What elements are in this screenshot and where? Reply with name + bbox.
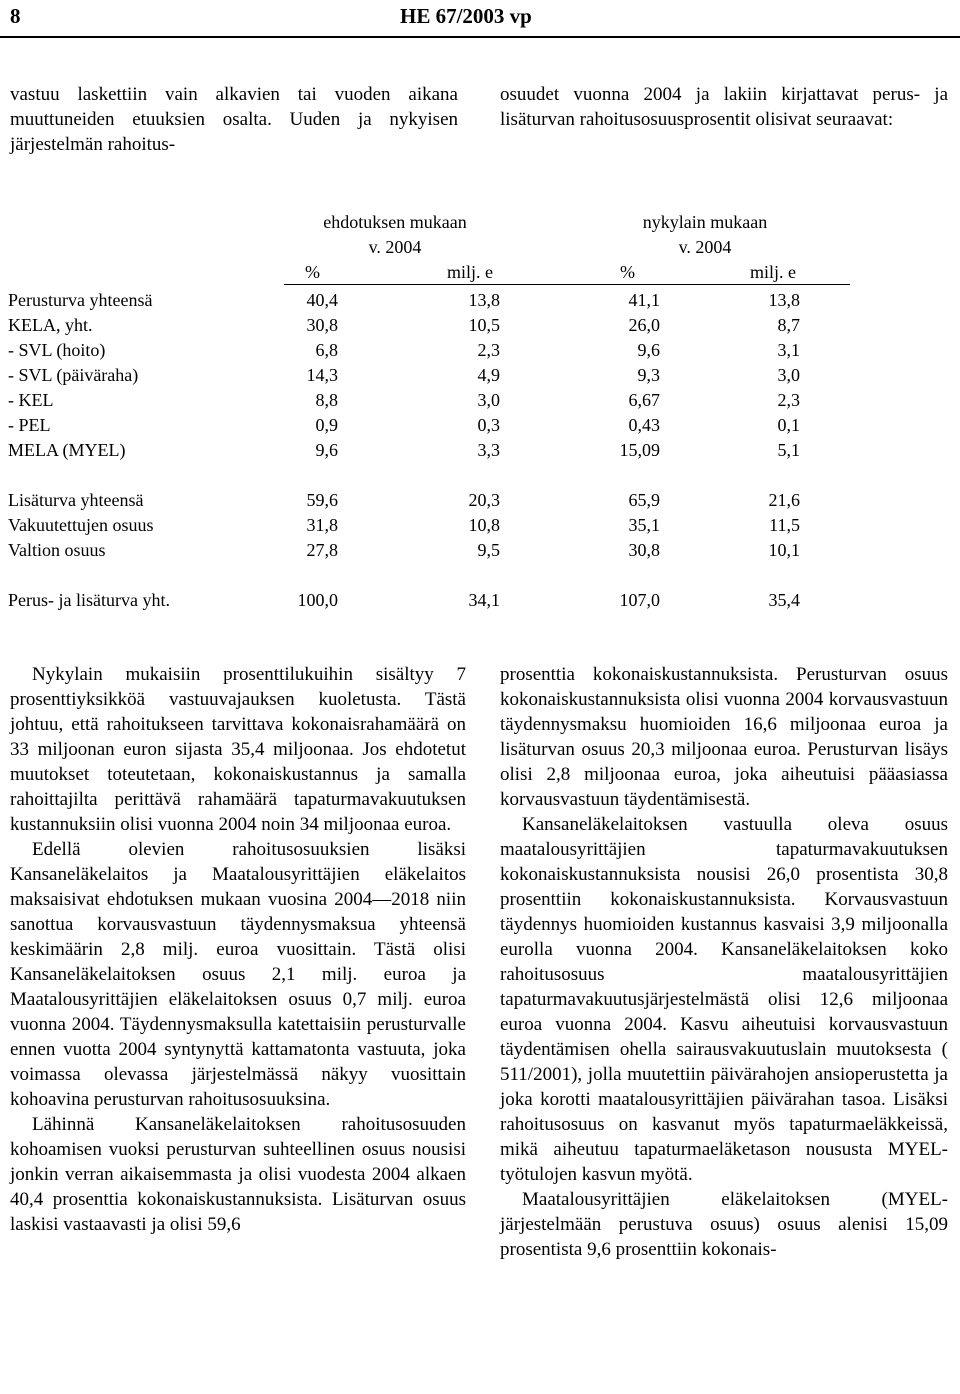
cell-proposal-millions: 3,0 (477, 390, 500, 410)
cell-current-percent: 6,67 (628, 390, 660, 410)
cell-current-percent: 35,1 (628, 515, 660, 535)
cell-proposal-millions: 2,3 (477, 340, 500, 360)
body-right-column (500, 662, 948, 1262)
cell-current-millions: 0,1 (777, 415, 800, 435)
cell-proposal-percent: 6,8 (315, 340, 338, 360)
table-row (0, 363, 960, 387)
cell-current-percent: 65,9 (628, 490, 660, 510)
cell-current-percent: 107,0 (619, 590, 660, 610)
cell-proposal-millions: 10,8 (468, 515, 500, 535)
group-year-current-law: v. 2004 (678, 237, 732, 257)
cell-proposal-percent: 40,4 (306, 290, 338, 310)
cell-current-millions: 2,3 (777, 390, 800, 410)
cell-proposal-percent: 100,0 (297, 590, 338, 610)
cell-proposal-millions: 20,3 (468, 490, 500, 510)
cell-current-percent: 30,8 (628, 540, 660, 560)
unit-header: milj. e (750, 262, 796, 282)
intro-left-text: vastuu laskettiin vain alkavien tai vuoden aikana muuttuneiden etuuksien osalta. Uuden ja nykyisen järjestelmän rahoitus- (10, 84, 458, 155)
unit-header: % (620, 262, 635, 282)
table-row (0, 538, 960, 562)
table-header-rule (284, 284, 850, 285)
paragraph: prosenttia kokonaiskustannuksista. Perusturvan osuus kokonaiskustannuksista olisi vuonna 2004 korvausvastuun täydennysmaksu huomioiden 16,6 miljoonaa euroa ja lisäturvan osuus 20,3 miljoonaa euroa. Perusturvan lisäys olisi 2,8 miljoonaa euroa, joka aiheutuisi pääasiassa korvausvastuun täydentämisestä. (500, 664, 948, 810)
cell-proposal-percent: 14,3 (306, 365, 338, 385)
cell-proposal-millions: 10,5 (468, 315, 500, 335)
table-row (0, 388, 960, 412)
cell-proposal-millions: 13,8 (468, 290, 500, 310)
row-label: Perus- ja lisäturva yht. (8, 590, 170, 610)
cell-proposal-percent: 59,6 (306, 490, 338, 510)
table-row (0, 438, 960, 462)
cell-proposal-percent: 27,8 (306, 540, 338, 560)
cell-current-percent: 15,09 (619, 440, 660, 460)
row-label: - SVL (päiväraha) (8, 365, 139, 385)
row-label: - KEL (8, 390, 54, 410)
row-label: Perusturva yhteensä (8, 290, 153, 310)
table-year-row (0, 235, 960, 259)
paragraph: Lähinnä Kansaneläkelaitoksen rahoitusosuuden kohoamisen vuoksi perusturvan suhteellinen osuus nousisi jonkin verran aikaisemmasta ja olisi vuodesta 2004 alkaen 40,4 prosenttia kokonaiskustannuksista. Lisäturvan osuus laskisi vastaavasti ja olisi 59,6 (10, 1114, 466, 1235)
table-group-header-row (0, 210, 960, 234)
cell-current-percent: 41,1 (628, 290, 660, 310)
cell-proposal-percent: 30,8 (306, 315, 338, 335)
cell-proposal-millions: 4,9 (477, 365, 500, 385)
cell-current-millions: 10,1 (768, 540, 800, 560)
cell-current-millions: 5,1 (777, 440, 800, 460)
body-left-column (10, 662, 466, 1237)
cell-current-percent: 26,0 (628, 315, 660, 335)
row-label: MELA (MYEL) (8, 440, 126, 460)
cell-proposal-percent: 8,8 (315, 390, 338, 410)
unit-header: milj. e (447, 262, 493, 282)
group-header-current-law: nykylain mukaan (642, 212, 768, 232)
cell-current-millions: 3,1 (777, 340, 800, 360)
row-label: KELA, yht. (8, 315, 93, 335)
cell-proposal-millions: 3,3 (477, 440, 500, 460)
cell-current-percent: 9,3 (637, 365, 660, 385)
table-total-row (0, 588, 960, 612)
cell-proposal-millions: 34,1 (468, 590, 500, 610)
table-unit-row (0, 260, 960, 284)
paragraph: Nykylain mukaisiin prosenttilukuihin sisältyy 7 prosenttiyksikköä vastuuvajauksen kuoletusta. Tästä johtuu, että rahoitukseen tarvittava kokonaisrahamäärä on 33 miljoonan euron sijasta 35,4 miljoonaa. Jos ehdotetut muutokset toteutetaan, kokonaiskustannus ja samalla rahoittajilta perittävä rahamäärä tapaturmavakuutuksen kustannuksiin olisi vuonna 2004 noin 34 miljoonaa euroa. (10, 664, 466, 835)
group-year-proposal: v. 2004 (368, 237, 422, 257)
header-rule (0, 36, 960, 38)
cell-current-percent: 0,43 (628, 415, 660, 435)
row-label: Valtion osuus (8, 540, 106, 560)
cell-current-millions: 11,5 (769, 515, 800, 535)
cell-proposal-millions: 0,3 (477, 415, 500, 435)
cell-proposal-percent: 9,6 (315, 440, 338, 460)
row-label: Lisäturva yhteensä (8, 490, 144, 510)
paragraph: Edellä olevien rahoitusosuuksien lisäksi Kansaneläkelaitos ja Maatalousyrittäjien eläkelaitos maksaisivat ehdotuksen mukaan vuosina 2004—2018 niin sanottua korvausvastuun täydennysmaksua yhteensä keskimäärin 2,8 milj. euroa vuosittain. Tästä olisi Kansaneläkelaitoksen osuus 2,1 milj. euroa ja Maatalousyrittäjien eläkelaitoksen osuus 0,7 milj. euroa vuonna 2004. Täydennysmaksulla katettaisiin perusturvalle ennen vuotta 2004 syntynyttä kattamatonta vastuuta, joka voimassa olevassa järjestelmässä näkyy vuosittain kohoavina perusturvan rahoitusosuuksina. (10, 839, 466, 1110)
cell-current-millions: 8,7 (777, 315, 800, 335)
page-header (0, 0, 960, 30)
cell-current-millions: 35,4 (768, 590, 800, 610)
cell-proposal-percent: 31,8 (306, 515, 338, 535)
table-row (0, 313, 960, 337)
unit-header: % (305, 262, 320, 282)
document-id: HE 67/2003 vp (400, 4, 532, 28)
paragraph: Maatalousyrittäjien eläkelaitoksen (MYEL-järjestelmään perustuva osuus) osuus alenisi 15,09 prosentista 9,6 prosenttiin kokonais- (500, 1189, 948, 1260)
table-row (0, 488, 960, 512)
cell-current-percent: 9,6 (637, 340, 660, 360)
intro-right-column (500, 82, 948, 132)
row-label: - SVL (hoito) (8, 340, 106, 360)
paragraph: Kansaneläkelaitoksen vastuulla oleva osuus maatalousyrittäjien tapaturmavakuutuksen kokonaiskustannuksista nousisi 26,0 prosentista 30,8 prosenttiin kokonaiskustannuksista. Korvausvastuun täydennys huomioiden kustannus kasvaisi 3,9 miljoonalla eurolla vuonna 2004. Kansaneläkelaitoksen koko rahoitusosuus maatalousyrittäjien tapaturmavakuutusjärjestelmästä olisi 12,6 miljoonaa euroa vuonna 2004. Kasvu aiheutuisi korvausvastuun täydentämisen ohella sairausvakuutuslain muutoksesta ( 511/2001), jolla muutettiin päivärahojen ansioperustetta ja joka korotti maatalousyrittäjien päivärahan tasoa. Lisäksi rahoitusosuus on kasvanut myös tapaturmaeläkkeissä, mikä aiheutuu tapaturmaeläketason noususta MYEL-työtulojen kasvun myötä. (500, 814, 948, 1185)
cell-current-millions: 3,0 (777, 365, 800, 385)
cell-current-millions: 21,6 (768, 490, 800, 510)
intro-right-text: osuudet vuonna 2004 ja lakiin kirjattavat perus- ja lisäturvan rahoitusosuusprosentit olisivat seuraavat: (500, 84, 948, 130)
page-number: 8 (10, 4, 21, 28)
cell-proposal-millions: 9,5 (477, 540, 500, 560)
cell-proposal-percent: 0,9 (315, 415, 338, 435)
table-row (0, 338, 960, 362)
table-row (0, 513, 960, 537)
cell-current-millions: 13,8 (768, 290, 800, 310)
group-header-proposal: ehdotuksen mukaan (323, 212, 467, 232)
row-label: - PEL (8, 415, 51, 435)
table-row (0, 288, 960, 312)
row-label: Vakuutettujen osuus (8, 515, 154, 535)
intro-left-column (10, 82, 458, 157)
table-row (0, 413, 960, 437)
